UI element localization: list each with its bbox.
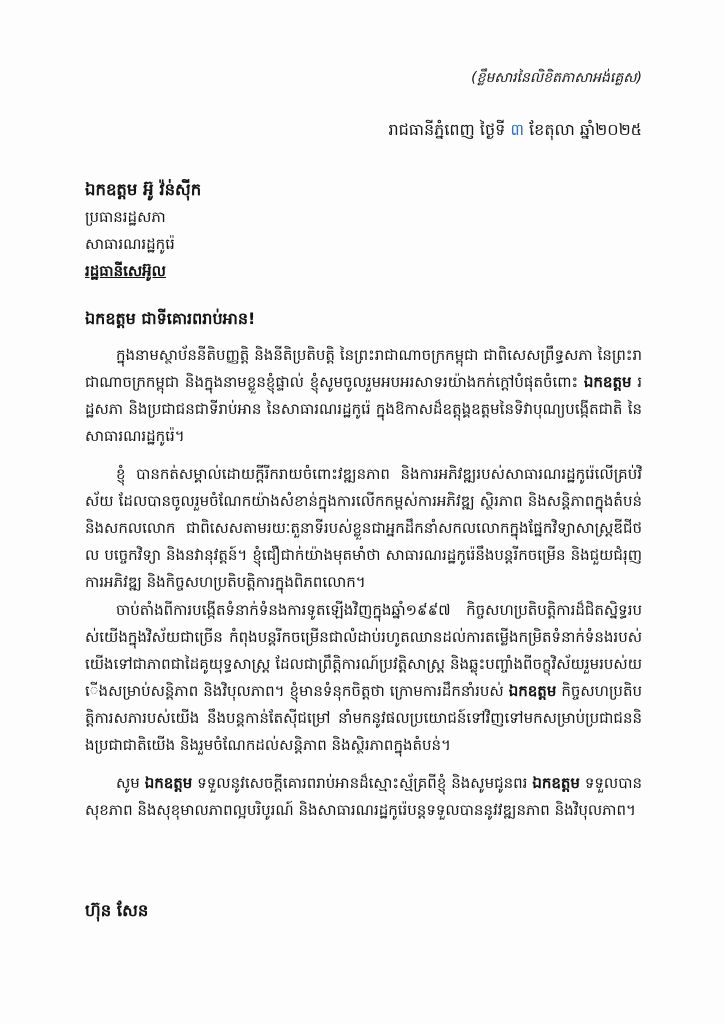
recipient-position: ប្រធានរដ្ឋសភា (85, 208, 166, 226)
paragraph-4-text-a: សូម (116, 774, 145, 792)
paragraph-4-honorific-1: ឯកឧត្តម (144, 774, 193, 792)
paragraph-4-honorific-2: ឯកឧត្តម (532, 774, 580, 792)
recipient-city-text: រដ្ឋធានីសេអ៊ូល (85, 262, 166, 280)
date-day: ៣ (510, 120, 525, 139)
paragraph-1 (85, 342, 642, 452)
paragraph-2 (85, 461, 642, 597)
paragraph-4 (85, 770, 642, 826)
paragraph-2-text: ខ្ញុំ បានកត់សម្គាល់ដោយក្តីរីករាយចំពោះវឌ្ឍនភាព និងការអភិវឌ្ឍរបស់សាធារណរដ្ឋកូរ៉េលើគ្រប់វិស័យ ដែលបានចូលរួមចំណែកយ៉ាងសំខាន់ក្នុងការលើកកម្ពស់ការអភិវឌ្ឍ ស្ថិរភាព និងសន្តិភាពក្នុងតំបន់ និងសកលលោក ជាពិសេសតាមរយៈតួនាទីរបស់ខ្លួនជាអ្នកដឹកនាំសកលលោកក្នុងផ្នែកវិទ្យាសាស្ត្រឌីជីថល បច្ចេកវិទ្យា និងនវានុវត្តន៍។ ខ្ញុំជឿជាក់យ៉ាងមុតមាំថា សាធារណរដ្ឋកូរ៉េនឹងបន្តរីកចម្រើន និងជួយជំរុញការអភិវឌ្ឍ និងកិច្ចសហប្រតិបត្តិការក្នុងពិភពលោក។ (85, 465, 642, 591)
recipient-city (85, 258, 642, 285)
date-line (122, 118, 642, 142)
date-prefix: រាជធានីភ្នំពេញ ថ្ងៃទី (388, 120, 511, 139)
signature-name: ហ៊ុន សែន (85, 901, 149, 920)
date-suffix: ខែតុលា ឆ្នាំ២០២៥ (524, 120, 642, 139)
paragraph-3-text-a: ចាប់តាំងពីការបង្កើតទំនាក់ទំនងការទូតឡើងវិញក្នុងឆ្នាំ១៩៩៧ កិច្ចសហប្រតិបត្តិការដ៏ជិតស្និទ្ធរបស់យើងក្នុងវិស័យជាច្រើន កំពុងបន្តរីកចម្រើនជាលំដាប់រហូតឈានដល់ការតម្លើងកម្រិតទំនាក់ទំនងរបស់យើងទៅជាភាពជាដៃគូយុទ្ធសាស្ត្រ ដែលជាព្រឹត្តិការណ៍ប្រវត្តិសាស្ត្រ និងឆ្លុះបញ្ចាំងពីចក្ខុវិស័យរួមរបស់យើងសម្រាប់សន្តិភាព និងវិបុលភាព។ ខ្ញុំមានទំនុកចិត្តថា ក្រោមការដឹកនាំរបស់ (85, 601, 642, 700)
paragraph-1-text-a: ក្នុងនាមស្ថាប័ននីតិបញ្ញត្តិ និងនីតិប្រតិបត្តិ នៃព្រះរាជាណាចក្រកម្ពុជា ជាពិសេសព្រឹទ្ធសភា នៃព្រះរាជាណាចក្រកម្ពុជា និងក្នុងនាមខ្លួនខ្ញុំផ្ទាល់ ខ្ញុំសូមចូលរួមអបអរសាទរយ៉ាងកក់ក្តៅបំផុតចំពោះ (85, 346, 642, 391)
paragraph-4-text-b: ទទួលនូវសេចក្តីគោរពរាប់អានដ៏ស្មោះស្ម័គ្រពីខ្ញុំ និងសូមជូនពរ (192, 774, 533, 792)
recipient-country: សាធារណរដ្ឋកូរ៉េ (85, 235, 175, 253)
paragraph-3-honorific: ឯកឧត្តម (508, 682, 557, 700)
translation-note: (ខ្លឹមសារនៃលិខិតភាសាអង់គ្លេស) (471, 70, 642, 86)
paragraph-3 (85, 597, 642, 761)
paragraph-1-honorific: ឯកឧត្តម (583, 373, 632, 391)
paragraph-3-text-b: កិច្ចសហប្រតិបត្តិការសភារបស់យើង នឹងបន្តកាន់តែស៊ីជម្រៅ នាំមកនូវផលប្រយោជន៍ទៅវិញទៅមកសម្រាប់ប្រជាជននិងប្រជាជាតិយើង និងរួមចំណែកដល់សន្តិភាព និងស្ថិរភាពក្នុងតំបន់។ (85, 682, 642, 754)
paragraph-4-text-c: ទទួលបានសុខភាព និងសុខុមាលភាពល្អបរិបូរណ៍ និងសាធារណរដ្ឋកូរ៉េបន្តទទួលបាននូវវឌ្ឍនភាព និងវិបុលភាព។ (85, 774, 642, 819)
recipient-name: ឯកឧត្តម អ៊ូ វ៉ន់ស៊ីក (85, 180, 202, 199)
salutation: ឯកឧត្តម ជាទីគោរពរាប់អាន! (85, 309, 256, 328)
paragraph-1-text-b: រដ្ឋសភា និងប្រជាជនជាទីរាប់អាន នៃសាធារណរដ្ឋកូរ៉េ ក្នុងឱកាសដ៏ឧត្តុង្គឧត្តមនៃទិវាបុណ្យបង្កើតជាតិ នៃសាធារណរដ្ឋកូរ៉េ។ (85, 373, 642, 445)
